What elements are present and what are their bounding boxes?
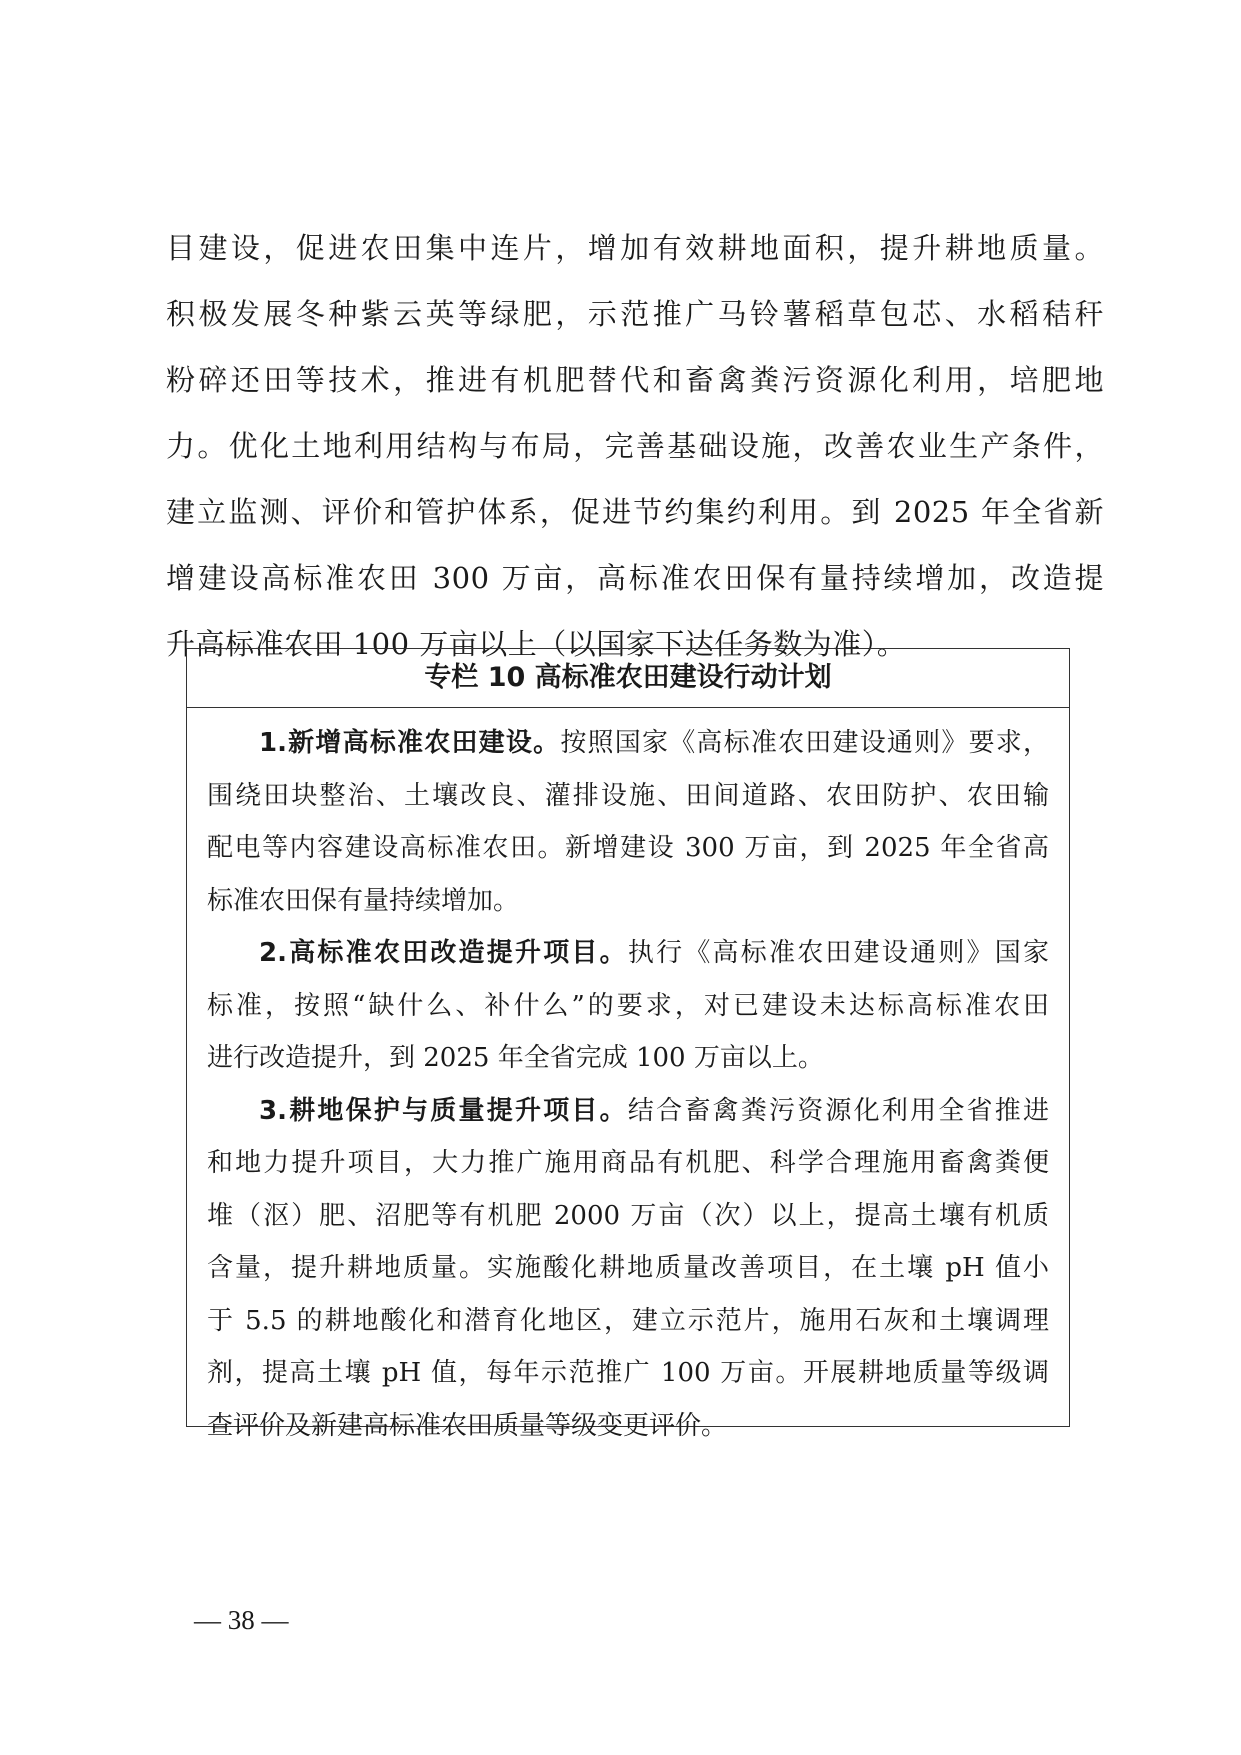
body-line: 积极发展冬种紫云英等绿肥，示范推广马铃薯稻草包芯、水稻秸秆 xyxy=(166,297,1104,331)
item-3-line: 于 5.5 的耕地酸化和潜育化地区，建立示范片，施用石灰和土壤调理 xyxy=(207,1305,1049,1336)
body-line: 目建设，促进农田集中连片，增加有效耕地面积，提升耕地质量。 xyxy=(166,231,1104,265)
column-box xyxy=(186,648,1070,1441)
body-line: 增建设高标准农田 300 万亩，高标准农田保有量持续增加，改造提 xyxy=(166,561,1104,595)
column-box-title: 专栏 10 高标准农田建设行动计划 xyxy=(187,649,1069,708)
item-2-first-line xyxy=(207,927,1049,980)
item-1-line: 围绕田块整治、土壤改良、灌排设施、田间道路、农田防护、农田输 xyxy=(207,780,1049,811)
item-2-line: 标准，按照“缺什么、补什么”的要求，对已建设未达标高标准农田 xyxy=(207,990,1049,1021)
item-3-line: 查评价及新建高标准农田质量等级变更评价。 xyxy=(207,1410,728,1441)
page-number: — 38 — xyxy=(194,1605,289,1635)
item-3-line: 和地力提升项目，大力推广施用商品有机肥、科学合理施用畜禽粪便 xyxy=(207,1148,1049,1178)
item-3-heading: 3.耕地保护与质量提升项目。 xyxy=(259,1095,628,1126)
item-3-line: 剂，提高土壤 pH 值，每年示范推广 100 万亩。开展耕地质量等级调 xyxy=(207,1358,1049,1388)
body-paragraph xyxy=(166,215,1104,677)
item-1-line: 配电等内容建设高标准农田。新增建设 300 万亩，到 2025 年全省高 xyxy=(207,833,1049,863)
item-2-text: 执行《高标准农田建设通则》国家 xyxy=(627,938,1049,968)
column-box-body xyxy=(187,708,1069,1452)
item-2-line: 进行改造提升，到 2025 年全省完成 100 万亩以上。 xyxy=(207,1043,824,1073)
item-3-line: 含量，提升耕地质量。实施酸化耕地质量改善项目，在土壤 pH 值小 xyxy=(207,1253,1049,1283)
item-3-text: 结合畜禽粪污资源化利用全省推进 xyxy=(627,1095,1049,1126)
item-1-line: 标准农田保有量持续增加。 xyxy=(207,885,520,916)
item-3-line: 堆（沤）肥、沼肥等有机肥 2000 万亩（次）以上，提高土壤有机质 xyxy=(207,1200,1049,1231)
body-line: 粉碎还田等技术，推进有机肥替代和畜禽粪污资源化利用，培肥地 xyxy=(166,363,1104,397)
item-3-first-line xyxy=(207,1085,1049,1138)
body-line: 升高标准农田 100 万亩以上（以国家下达任务数为准）。 xyxy=(166,627,907,661)
item-1-text: 按照国家《高标准农田建设通则》要求， xyxy=(560,728,1049,758)
body-line: 建立监测、评价和管护体系，促进节约集约利用。到 2025 年全省新 xyxy=(166,495,1104,529)
item-2-heading: 2.高标准农田改造提升项目。 xyxy=(259,938,628,968)
item-1-heading: 1.新增高标准农田建设。 xyxy=(259,728,561,758)
item-1-first-line xyxy=(207,717,1049,770)
body-line: 力。优化土地利用结构与布局，完善基础设施，改善农业生产条件， xyxy=(166,429,1104,463)
